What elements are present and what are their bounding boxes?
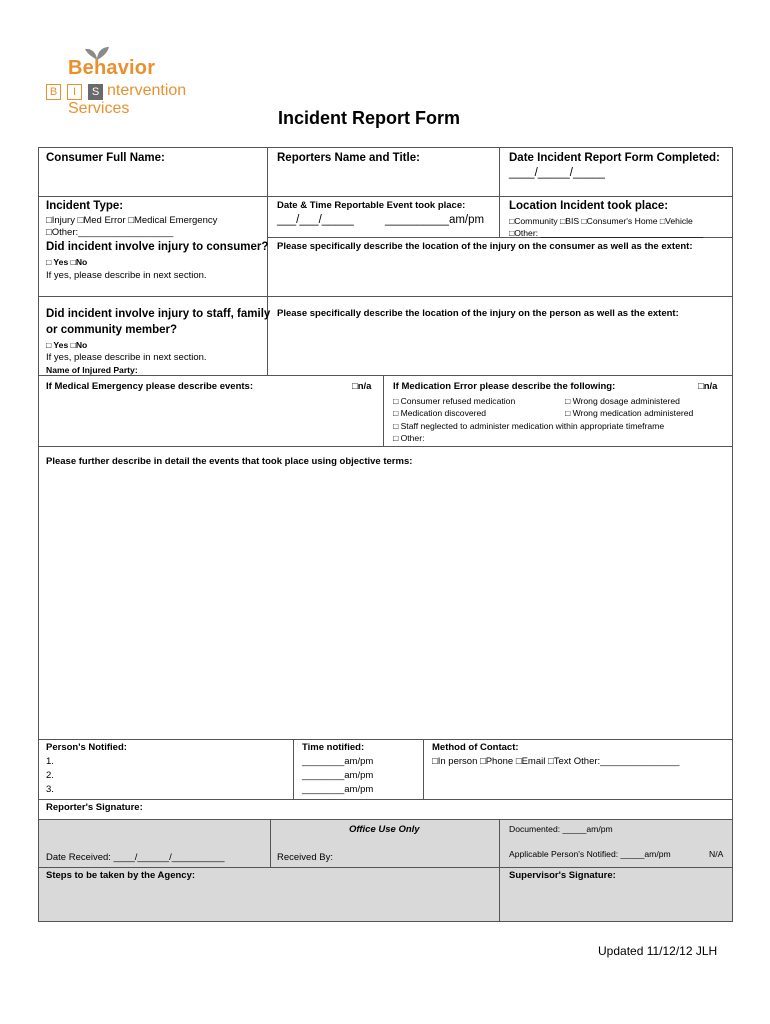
received-by-field[interactable]: Received By: bbox=[277, 852, 333, 863]
time-notified-3[interactable]: ________am/pm bbox=[302, 784, 374, 795]
logo-letter-i: I bbox=[67, 84, 82, 100]
datetime-label: Date & Time Reportable Event took place: bbox=[277, 200, 466, 211]
method-of-contact-options[interactable]: □In person □Phone □Email □Text Other:_______________ bbox=[432, 756, 680, 767]
logo-word-behavior: Behavior bbox=[68, 57, 156, 79]
medical-emergency-na[interactable]: □n/a bbox=[352, 381, 372, 392]
staff-injury-if-yes: If yes, please describe in next section. bbox=[46, 352, 207, 363]
date-completed-label: Date Incident Report Form Completed: bbox=[509, 152, 720, 164]
consumer-injury-describe-label: Please specifically describe the location of the injury on the consumer as well as the extent: bbox=[277, 241, 693, 252]
reporter-name-label: Reporters Name and Title: bbox=[277, 152, 420, 164]
med-option-discovered[interactable]: □ Medication discovered bbox=[393, 408, 487, 418]
med-option-staff-neglected[interactable]: □ Staff neglected to administer medication within appropriate timeframe bbox=[393, 421, 665, 431]
office-use-section bbox=[38, 819, 733, 922]
consumer-name-label: Consumer Full Name: bbox=[46, 152, 165, 164]
staff-injury-question-line2: or community member? bbox=[46, 324, 177, 336]
person-notified-1[interactable]: 1. bbox=[46, 756, 54, 767]
consumer-injury-question: Did incident involve injury to consumer? bbox=[46, 241, 269, 253]
consumer-injury-if-yes: If yes, please describe in next section. bbox=[46, 270, 207, 281]
incident-type-other[interactable]: □Other:__________________ bbox=[46, 227, 174, 238]
bis-logo bbox=[44, 46, 214, 120]
medication-error-na[interactable]: □n/a bbox=[698, 381, 718, 392]
logo-word-services: Services bbox=[68, 100, 130, 117]
footer-updated: Updated 11/12/12 JLH bbox=[598, 944, 718, 958]
incident-type-label: Incident Type: bbox=[46, 200, 124, 212]
logo-letter-s: S bbox=[88, 84, 103, 100]
medication-error-label: If Medication Error please describe the following: bbox=[393, 381, 616, 392]
person-notified-2[interactable]: 2. bbox=[46, 770, 54, 781]
further-describe-label: Please further describe in detail the events that took place using objective terms: bbox=[46, 456, 413, 467]
steps-agency-label: Steps to be taken by the Agency: bbox=[46, 870, 196, 881]
location-other[interactable]: □Other: __________________________________ bbox=[509, 228, 703, 238]
logo-word-intervention: ntervention bbox=[107, 82, 187, 99]
event-date-field[interactable]: ___/___/_____ bbox=[277, 214, 354, 226]
office-use-only-heading: Office Use Only bbox=[349, 824, 420, 835]
method-of-contact-label: Method of Contact: bbox=[432, 742, 519, 753]
incident-type-options[interactable]: □Injury □Med Error □Medical Emergency bbox=[46, 215, 218, 226]
reporter-signature-label: Reporter's Signature: bbox=[46, 802, 143, 813]
date-received-field[interactable]: Date Received: ____/______/__________ bbox=[46, 852, 225, 863]
person-injury-describe-label: Please specifically describe the location of the injury on the person as well as the extent: bbox=[277, 308, 679, 319]
person-notified-3[interactable]: 3. bbox=[46, 784, 54, 795]
med-option-wrong-medication[interactable]: □ Wrong medication administered bbox=[565, 408, 694, 418]
applicable-persons-field[interactable]: Applicable Person's Notified: _____am/pm bbox=[509, 849, 671, 859]
documented-field[interactable]: Documented: _____am/pm bbox=[509, 824, 613, 834]
logo-letter-b: B bbox=[46, 84, 61, 100]
applicable-na[interactable]: N/A bbox=[709, 849, 724, 859]
med-option-consumer-refused[interactable]: □ Consumer refused medication bbox=[393, 396, 516, 406]
persons-notified-label: Person's Notified: bbox=[46, 742, 127, 753]
event-time-field[interactable]: __________am/pm bbox=[385, 214, 485, 226]
med-option-wrong-dosage[interactable]: □ Wrong dosage administered bbox=[565, 396, 680, 406]
location-label: Location Incident took place: bbox=[509, 200, 669, 212]
time-notified-label: Time notified: bbox=[302, 742, 365, 753]
incident-form-table bbox=[38, 147, 733, 820]
location-options[interactable]: □Community □BIS □Consumer's Home □Vehicle bbox=[509, 216, 693, 226]
staff-injury-question-line1: Did incident involve injury to staff, family bbox=[46, 308, 271, 320]
time-notified-1[interactable]: ________am/pm bbox=[302, 756, 374, 767]
date-completed-field[interactable]: ____/_____/_____ bbox=[509, 167, 605, 179]
consumer-injury-yes-no[interactable]: □ Yes □No bbox=[46, 257, 88, 267]
injured-party-label: Name of Injured Party: bbox=[46, 365, 138, 375]
med-option-other[interactable]: □ Other: bbox=[393, 433, 425, 443]
page-title: Incident Report Form bbox=[278, 108, 461, 128]
staff-injury-yes-no[interactable]: □ Yes □No bbox=[46, 340, 88, 350]
time-notified-2[interactable]: ________am/pm bbox=[302, 770, 374, 781]
medical-emergency-label: If Medical Emergency please describe events: bbox=[46, 381, 253, 392]
supervisor-signature-label: Supervisor's Signature: bbox=[509, 870, 616, 881]
